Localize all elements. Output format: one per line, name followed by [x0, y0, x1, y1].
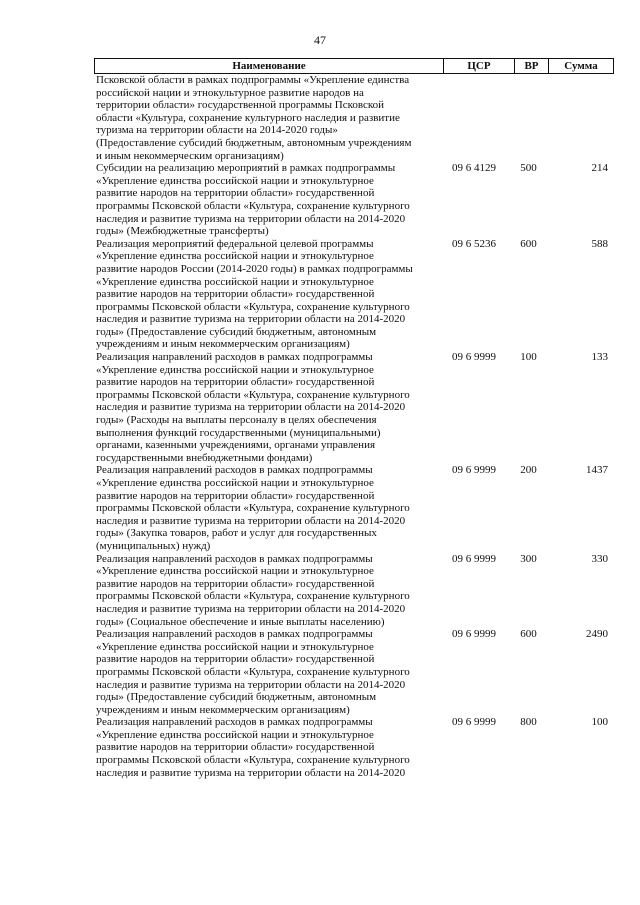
table-row: [94, 628, 614, 716]
row-name: Реализация направлений расходов в рамках подпрограммы «Укрепление единства российской нации и этнокультурное развитие народов на территории области» государственной программы Псковской области «Культура, сохранение культурного наследия и развитие туризма на территории области на 2014-2020: [96, 716, 410, 779]
table-header: [94, 58, 614, 74]
header-name: Наименование: [95, 59, 444, 73]
row-vr: 600: [520, 628, 537, 641]
row-csr: 09 6 9999: [452, 716, 496, 729]
row-sum: 214: [591, 162, 608, 175]
table-row: [94, 351, 614, 464]
row-csr: 09 6 5236: [452, 237, 496, 250]
row-csr: 09 6 4129: [452, 162, 496, 175]
table-row: [94, 74, 614, 162]
row-sum: 133: [591, 351, 608, 364]
row-sum: 588: [591, 237, 608, 250]
row-name: Реализация направлений расходов в рамках подпрограммы «Укрепление единства российской нации и этнокультурное развитие народов на территории области» государственной программы Псковской области «Культура, сохранение культурного наследия и развитие туризма на территории области на 2014-2020 годы» (Закупка товаров, работ и услуг для государственных (муниципальных) нужд): [96, 464, 410, 552]
row-csr: 09 6 9999: [452, 351, 496, 364]
table-row: [94, 464, 614, 552]
table-row: [94, 162, 614, 238]
row-sum: 1437: [586, 464, 608, 477]
table-row: [94, 553, 614, 629]
row-vr: 800: [520, 716, 537, 729]
row-csr: [442, 74, 512, 162]
row-name: Реализация мероприятий федеральной целевой программы «Укрепление единства российской нации и этнокультурное развитие народов России (2014-2020 годы) в рамках подпрограммы «Укрепление единства российской нации и этнокультурное развитие народов на территории области» государственной программы Псковской области «Культура, сохранение культурного наследия и развитие туризма на территории области на 2014-2020 годы» (Предоставление субсидий бюджетным, автономным учреждениям и иным некоммерческим организациям): [96, 237, 413, 351]
row-name: Псковской области в рамках подпрограммы «Укрепление единства российской нации и этнокультурное развитие народов на территории области» государственной программы Псковской области «Культура, сохранение культурного наследия и развитие туризма на территории области на 2014-2020 годы» (Предоставление субсидий бюджетным, автономным учреждениям и иным некоммерческим организациям): [96, 74, 412, 162]
row-csr: 09 6 9999: [452, 552, 496, 565]
row-name: Реализация направлений расходов в рамках подпрограммы «Укрепление единства российской нации и этнокультурное развитие народов на территории области» государственной программы Псковской области «Культура, сохранение культурного наследия и развитие туризма на территории области на 2014-2020 годы» (Расходы на выплаты персоналу в целях обеспечения выполнения функций государственными (муниципальными) органами, казенными учреждениями, органами управления государственными внебюджетными фондами): [96, 351, 410, 464]
row-vr: [512, 74, 545, 162]
row-vr: 500: [520, 162, 537, 175]
row-name: Реализация направлений расходов в рамках подпрограммы «Укрепление единства российской нации и этнокультурное развитие народов на территории области» государственной программы Псковской области «Культура, сохранение культурного наследия и развитие туризма на территории области на 2014-2020 годы» (Социальное обеспечение и иные выплаты населению): [96, 552, 410, 628]
page-number: 47: [314, 33, 326, 47]
row-vr: 600: [520, 237, 537, 250]
table-row: [94, 716, 614, 779]
row-vr: 300: [520, 552, 537, 565]
header-vr: ВР: [515, 59, 549, 73]
header-csr: ЦСР: [444, 59, 515, 73]
row-vr: 200: [520, 464, 537, 477]
budget-table: [94, 58, 614, 779]
row-sum: 330: [591, 552, 608, 565]
row-sum: 100: [591, 716, 608, 729]
row-csr: 09 6 9999: [452, 464, 496, 477]
row-sum: 2490: [586, 628, 608, 641]
row-name: Субсидии на реализацию мероприятий в рамках подпрограммы «Укрепление единства российской нации и этнокультурное развитие народов на территории области» государственной программы Псковской области «Культура, сохранение культурного наследия и развитие туризма на территории области на 2014-2020 годы» (Межбюджетные трансферты): [96, 162, 410, 238]
table-row: [94, 238, 614, 351]
row-vr: 100: [520, 351, 537, 364]
row-name: Реализация направлений расходов в рамках подпрограммы «Укрепление единства российской нации и этнокультурное развитие народов на территории области» государственной программы Псковской области «Культура, сохранение культурного наследия и развитие туризма на территории области на 2014-2020 годы» (Предоставление субсидий бюджетным, автономным учреждениям и иным некоммерческим организациям): [96, 628, 410, 716]
header-sum: Сумма: [564, 60, 598, 72]
row-csr: 09 6 9999: [452, 628, 496, 641]
row-sum: [545, 74, 614, 162]
